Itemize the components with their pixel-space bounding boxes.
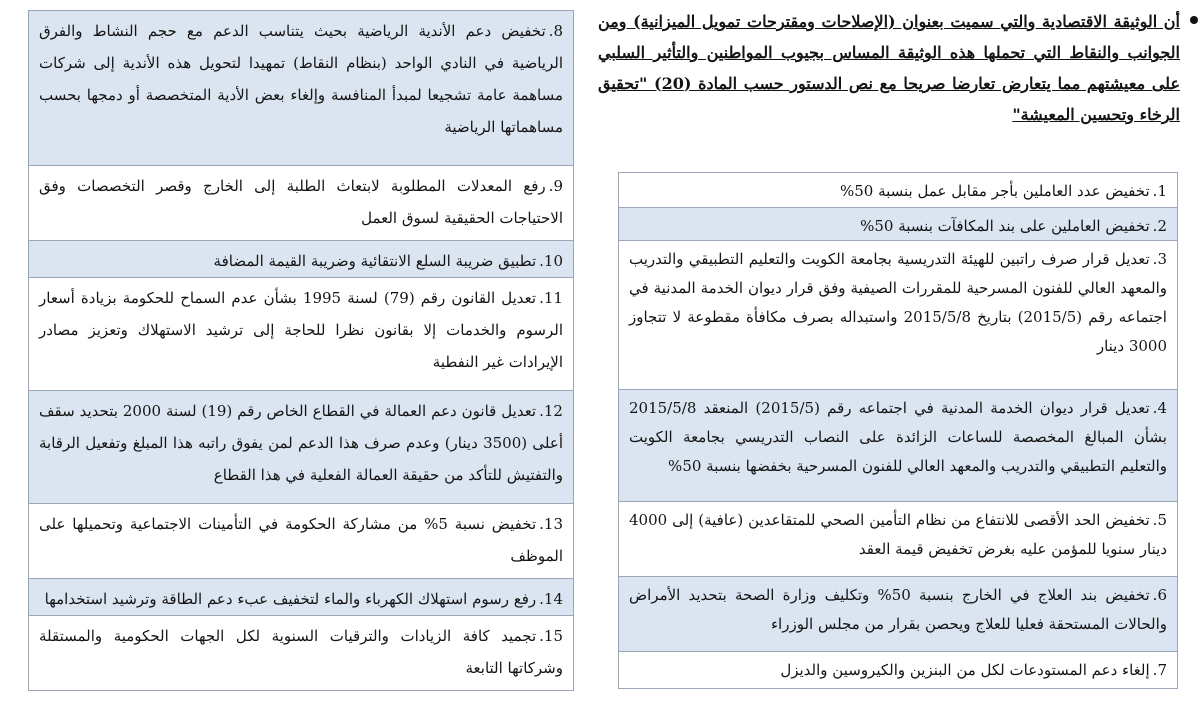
item-text: تعديل القانون رقم (79) لسنة 1995 بشأن عدم السماح للحكومة بزيادة أسعار الرسوم والخدمات إلا بقانون نظرا للحاجة إلى ترشيد الاستهلاك وتعزيز مصادر الإيرادات غير النفطية [39,289,563,371]
list-item [28,390,574,504]
list-item [618,576,1178,652]
list-item [618,651,1178,689]
item-number: 8. [548,22,563,40]
list-item [28,615,574,691]
item-number: 6. [1152,586,1167,604]
item-number: 10. [539,252,563,270]
right-item-list [618,172,1178,689]
list-item [28,240,574,278]
item-text: تعديل قانون دعم العمالة في القطاع الخاص رقم (19) لسنة 2000 بتحديد سقف أعلى (3500 دينار) وعدم صرف هذا الدعم لمن يفوق راتبه هذا المبلغ وتفعيل الرقابة والتفتيش للتأكد من حقيقة العمالة الفعلية في هذا القطاع [39,402,563,484]
left-item-list [28,10,574,691]
list-item [618,501,1178,577]
item-number: 11. [539,289,563,307]
list-item [28,165,574,241]
list-item [28,277,574,391]
item-text: تخفيض بند العلاج في الخارج بنسبة 50% وتكليف وزارة الصحة بتحديد الأمراض والحالات المستحقة فعليا للعلاج ويحصن بقرار من مجلس الوزراء [629,586,1167,633]
item-number: 4. [1152,399,1167,417]
item-number: 7. [1152,661,1167,679]
item-text: تخفيض دعم الأندية الرياضية بحيث يتناسب الدعم مع حجم النشاط والفرق الرياضية في النادي الواحد (بنظام النقاط) تمهيدا لتحويل هذه الأندية إلى شركات مساهمة عامة تشجيعا لمبدأ المنافسة وإلغاء بعض الأدية المتخصصة أو دمجها بحسب مساهماتها الرياضية [39,22,563,136]
list-item [618,389,1178,502]
item-number: 9. [548,177,563,195]
item-text: رفع المعدلات المطلوبة لابتعاث الطلبة إلى الخارج وقصر التخصصات وفق الاحتياجات الحقيقية لسوق العمل [39,177,563,227]
item-number: 15. [539,627,563,645]
item-text: رفع رسوم استهلاك الكهرباء والماء لتخفيف عبء دعم الطاقة وترشيد استخدامها [44,590,537,608]
item-text: تعديل قرار ديوان الخدمة المدنية في اجتماعه رقم (2015/5) المنعقد 2015/5/8 بشأن المبالغ المخصصة للساعات الزائدة على النصاب التدريسي بجامعة الكويت والتعليم التطبيقي والتدريب والمعهد العالي للفنون المسرحية بخفضها بنسبة 50% [629,399,1167,475]
item-number: 5. [1152,511,1167,529]
item-text: تعديل قرار صرف راتبين للهيئة التدريسية بجامعة الكويت والتعليم التطبيقي والتدريب والمعهد العالي للفنون المسرحية للمقررات الصيفية وفق قرار ديوان الخدمة المدنية في اجتماعه رقم (2015/5) بتاريخ 2015/5/8 واستبداله بصرف مكافأة مقطوعة لا تتجاوز 3000 دينار [629,250,1167,355]
list-item [28,578,574,616]
section-heading [598,6,1198,124]
list-item [28,10,574,166]
list-item [618,172,1178,208]
right-column [598,6,1198,679]
item-text: إلغاء دعم المستودعات لكل من البنزين والكيروسين والديزل [780,661,1150,679]
item-text: تخفيض العاملين على بند المكافآت بنسبة 50% [860,217,1150,235]
item-text: تخفيض نسبة 5% من مشاركة الحكومة في التأمينات الاجتماعية وتحميلها على الموظف [39,515,563,565]
bullet-icon [1190,16,1198,24]
item-number: 2. [1152,217,1167,235]
item-number: 3. [1152,250,1167,268]
item-text: تخفيض الحد الأقصى للانتفاع من نظام التأمين الصحي للمتقاعدين (عافية) إلى 4000 دينار سنويا للمؤمن عليه بغرض تخفيض قيمة العقد [629,511,1167,558]
item-number: 13. [539,515,563,533]
list-item [618,240,1178,390]
list-item [618,207,1178,241]
item-text: تخفيض عدد العاملين بأجر مقابل عمل بنسبة 50% [839,182,1150,200]
item-text: تجميد كافة الزيادات والترقيات السنوية لكل الجهات الحكومية والمستقلة وشركاتها التابعة [39,627,563,677]
list-item [28,503,574,579]
item-number: 14. [539,590,563,608]
item-number: 1. [1152,182,1167,200]
item-number: 12. [539,402,563,420]
heading-text: أن الوثيقة الاقتصادية والتي سميت بعنوان (الإصلاحات ومقترحات تمويل الميزانية) ومن الجوانب والنقاط التي تحملها هذه الوثيقة المساس بجيوب المواطنين والتأثير السلبي على معيشتهم مما يتعارض تعارضا صريحا مع نص الدستور حسب المادة (20) "تحقيق الرخاء وتحسين المعيشة" [598,12,1181,124]
item-text: تطبيق ضريبة السلع الانتقائية وضريبة القيمة المضافة [213,252,537,270]
